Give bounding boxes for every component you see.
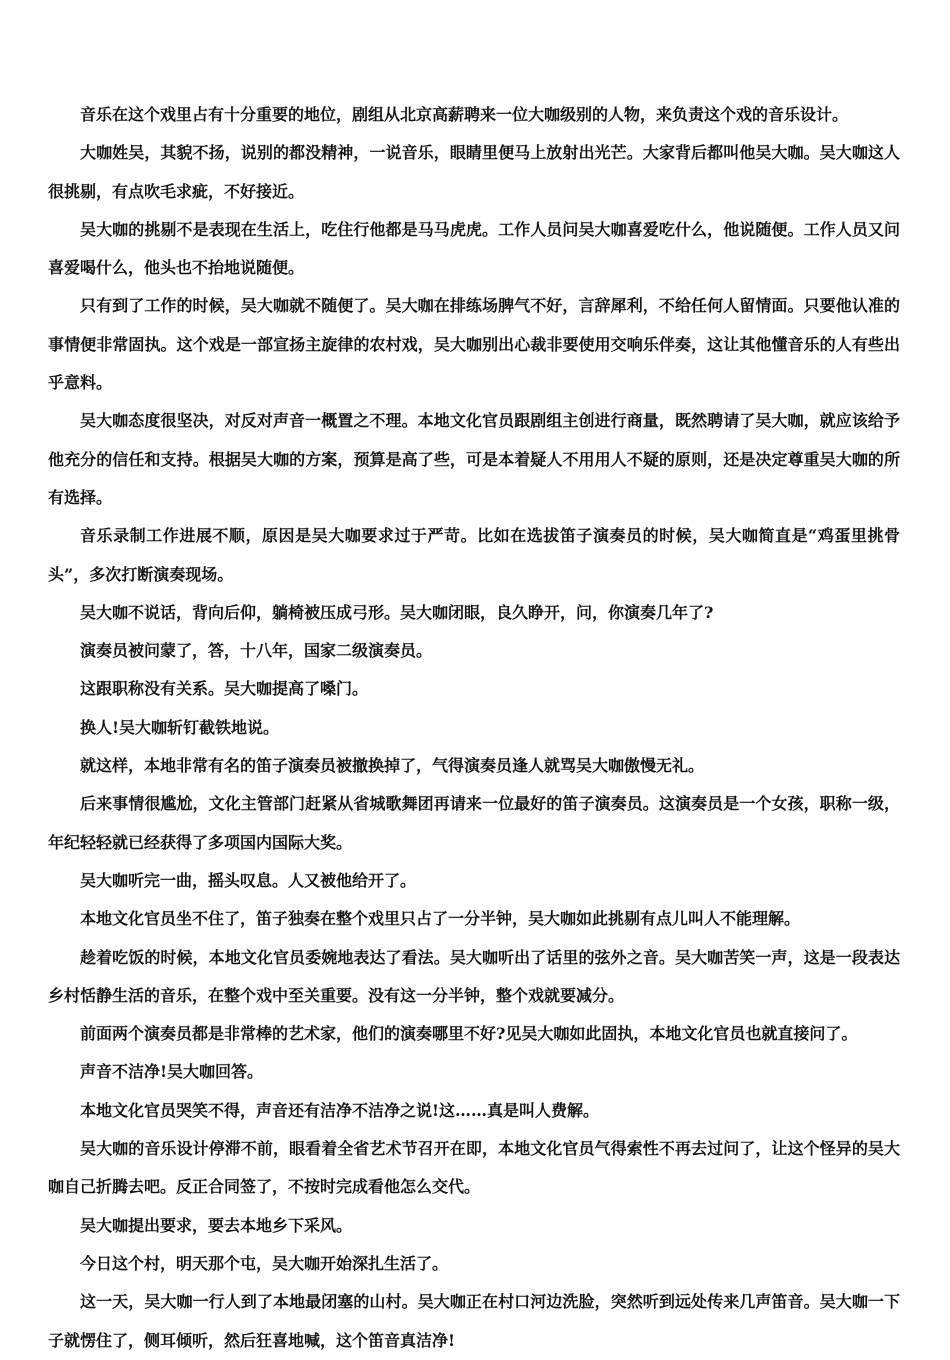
paragraph-19: 吴大咖的音乐设计停滞不前，眼看着全省艺术节召开在即，本地文化官员气得索性不再去过问了，让这个怪异的吴大咖自己折腾去吧。反正合同签了，不按时完成看他怎么交代。 [48, 1139, 900, 1197]
paragraph-11: 就这样，本地非常有名的笛子演奏员被撤换掉了，气得演奏员逢人就骂吴大咖傲慢无礼。 [80, 756, 705, 776]
paragraph-20: 吴大咖提出要求，要去本地乡下采风。 [80, 1215, 353, 1235]
paragraph-3: 吴大咖的挑剔不是表现在生活上，吃住行他都是马马虎虎。工作人员问吴大咖喜爱吃什么，他说随便。工作人员又问喜爱喝什么，他头也不抬地说随便。 [48, 219, 900, 278]
paragraph-5: 吴大咖态度很坚决，对反对声音一概置之不理。本地文化官员跟剧组主创进行商量，既然聘请了吴大咖，就应该给予他充分的信任和支持。根据吴大咖的方案，预算是高了些，可是本着疑人不用用人不疑的原则，还是决定尊重吴大咖的所有选择。 [48, 411, 900, 507]
paragraph-17: 声音不洁净!吴大咖回答。 [80, 1062, 264, 1082]
paragraph-13: 吴大咖听完一曲，摇头叹息。人又被他给开了。 [80, 870, 417, 890]
paragraph-22: 这一天，吴大咖一行人到了本地最闭塞的山村。吴大咖正在村口河边洗脸，突然听到远处传来几声笛音。吴大咖一下子就愣住了，侧耳倾听，然后狂喜地喊，这个笛音真洁净! [48, 1292, 900, 1350]
document-page [48, 96, 900, 1360]
paragraph-4: 只有到了工作的时候，吴大咖就不随便了。吴大咖在排练场脾气不好，言辞犀利，不给任何人留情面。只要他认准的事情便非常固执。这个戏是一部宣扬主旋律的农村戏，吴大咖别出心裁非要使用交响乐伴奏，这让其他懂音乐的人有些出乎意料。 [48, 296, 900, 393]
paragraph-1: 音乐在这个戏里占有十分重要的地位，剧组从北京高薪聘来一位大咖级别的人物，来负责这个戏的音乐设计。 [80, 105, 849, 124]
paragraph-14: 本地文化官员坐不住了，笛子独奏在整个戏里只占了一分半钟，吴大咖如此挑剔有点儿叫人不能理解。 [80, 909, 801, 929]
paragraph-6: 音乐录制工作进展不顺，原因是吴大咖要求过于严苛。比如在选拔笛子演奏员的时候，吴大咖简直是“鸡蛋里挑骨头”，多次打断演奏现场。 [48, 526, 900, 584]
paragraph-9: 这跟职称没有关系。吴大咖提高了嗓门。 [80, 679, 369, 699]
paragraph-8: 演奏员被问蒙了，答，十八年，国家二级演奏员。 [80, 641, 433, 661]
paragraph-21: 今日这个村，明天那个屯，吴大咖开始深扎生活了。 [80, 1253, 449, 1273]
paragraph-18: 本地文化官员哭笑不得，声音还有洁净不洁净之说!这……真是叫人费解。 [80, 1100, 600, 1120]
paragraph-16: 前面两个演奏员都是非常棒的艺术家，他们的演奏哪里不好?见吴大咖如此固执，本地文化官员也就直接问了。 [80, 1024, 858, 1044]
paragraph-15: 趁着吃饭的时候，本地文化官员委婉地表达了看法。吴大咖听出了话里的弦外之音。吴大咖苦笑一声，这是一段表达乡村恬静生活的音乐，在整个戏中至关重要。没有这一分半钟，整个戏就要减分。 [48, 947, 900, 1005]
paragraph-7: 吴大咖不说话，背向后仰，躺椅被压成弓形。吴大咖闭眼，良久睁开，问，你演奏几年了? [80, 602, 714, 622]
paragraph-2: 大咖姓吴，其貌不扬，说别的都没精神，一说音乐，眼睛里便马上放射出光芒。大家背后都叫他吴大咖。吴大咖这人很挑剔，有点吹毛求疵，不好接近。 [48, 143, 900, 201]
paragraph-10: 换人!吴大咖斩钉截铁地说。 [80, 717, 280, 737]
paragraph-12: 后来事情很尴尬，文化主管部门赶紧从省城歌舞团再请来一位最好的笛子演奏员。这演奏员是一个女孩，职称一级，年纪轻轻就已经获得了多项国内国际大奖。 [48, 794, 900, 852]
